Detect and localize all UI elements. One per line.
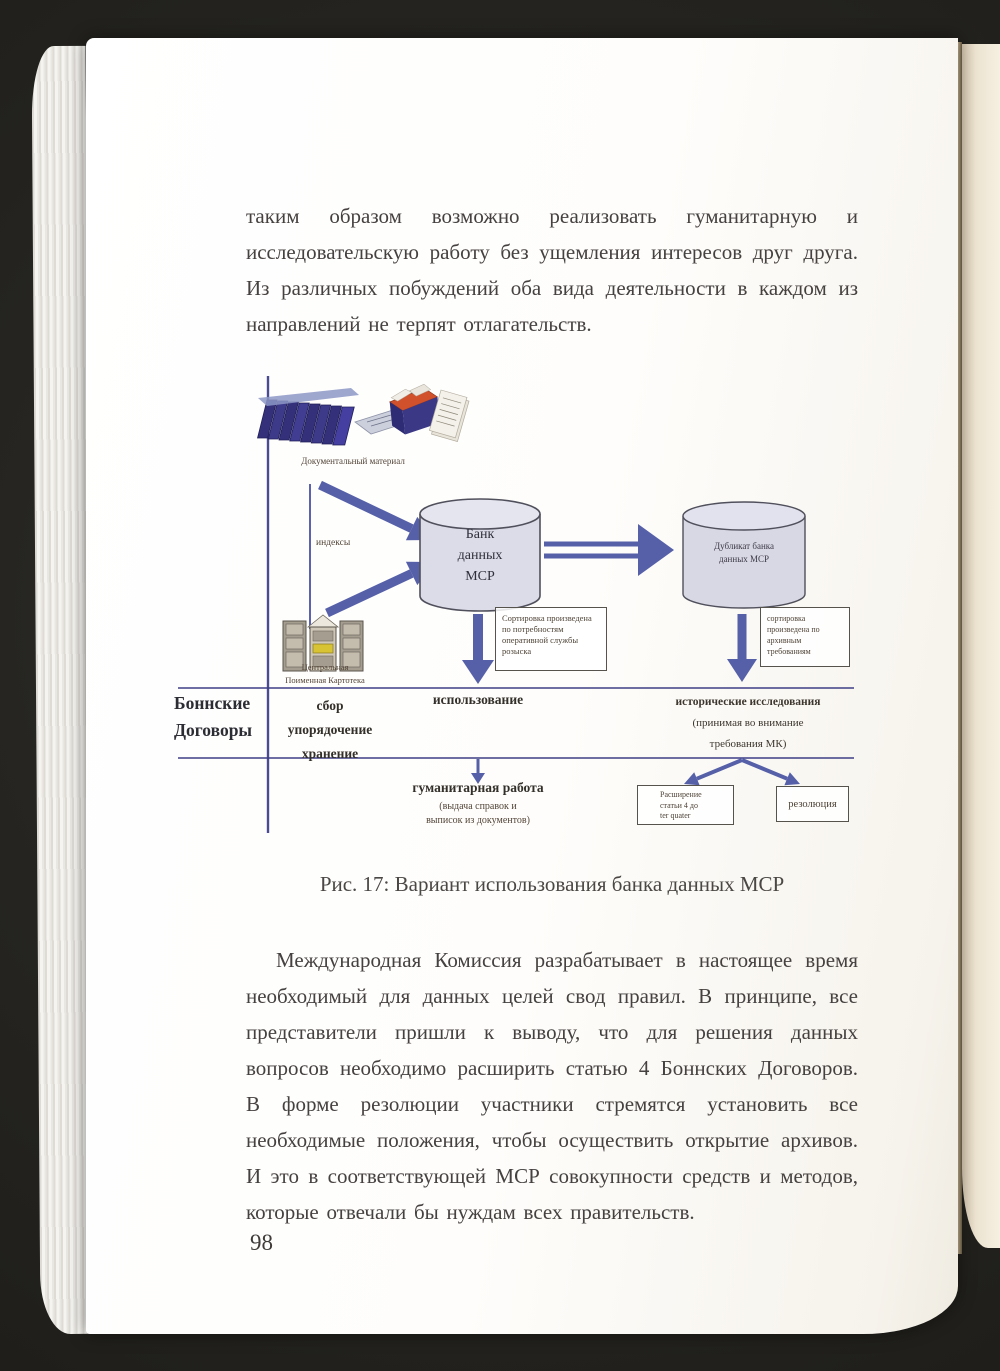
label-line: требованиям <box>767 647 811 656</box>
label-line: данных <box>457 548 503 563</box>
duplicate-bank-label <box>683 540 805 566</box>
label-line: произведена по <box>767 625 820 634</box>
archive-arrow <box>727 614 757 682</box>
label-line: Дубликат банка <box>714 541 774 551</box>
branch-arrows <box>684 760 800 785</box>
label-line: Договоры <box>174 720 253 740</box>
usage-arrow <box>462 614 494 684</box>
archival-sorting-note-box <box>760 607 850 667</box>
label-line: данных МСР <box>718 554 769 564</box>
label-line: Центральная <box>301 662 349 672</box>
page-number: 98 <box>250 1230 273 1255</box>
paragraph-bottom: Международная Комиссия разрабатывает в настоящее время необходимый для данных целей свод правил. В принципе, все представители пришли к выводу, что для решения данных вопросов необходимо расширить статью 4 Боннских Договоров. В форме резолюции участники стремятся установить все необходимые положения, чтобы осуществить открытие архивов. И это в соответствующей МСР совокупности средств и методов, которые отвечали бы нуждам всех правительств. <box>246 948 858 1224</box>
label-line: Сортировка произведена <box>502 613 592 623</box>
label-line: оперативной службы <box>502 635 579 645</box>
label-line: сортировка <box>767 614 806 623</box>
data-bank-label <box>420 524 540 587</box>
humanitarian-work-subtitle <box>410 800 546 828</box>
books-illustration <box>256 383 470 445</box>
label-line: хранение <box>301 746 359 761</box>
facing-page-edge <box>962 44 1000 1248</box>
bonn-agreements-label <box>174 690 270 744</box>
label-line: сбор <box>316 698 344 713</box>
operational-sorting-note-box <box>495 607 607 671</box>
label-line: архивным <box>767 636 802 645</box>
documentary-material-label: Документальный материал <box>301 456 405 466</box>
figure-caption: Рис. 17: Вариант использования банка данных МСР <box>319 872 785 896</box>
humanitarian-work-label: гуманитарная работа <box>412 780 544 795</box>
label-line: требования МК) <box>709 738 787 750</box>
indexes-label: индексы <box>316 538 351 548</box>
usage-label: использование <box>432 692 524 707</box>
label-line: (принимая во внимание <box>692 717 804 729</box>
label-line: Расширение <box>660 790 702 799</box>
resolution-box: резолюция <box>776 786 849 822</box>
label-line: исторические исследования <box>675 696 821 708</box>
collection-ordering-storage-label <box>275 694 385 766</box>
article-extension-box <box>637 785 734 825</box>
label-line: ter quater <box>660 811 691 820</box>
label-line: Боннские <box>174 693 251 713</box>
label-line: Поименная Картотека <box>285 675 365 685</box>
central-card-index-label <box>265 661 385 687</box>
paragraph-top: таким образом возможно реализовать гуманитарную и исследовательскую работу без ущемления интересов друг друга. Из различных побуждений оба вида деятельности в каждом из направлений не терпят отлагательств. <box>246 204 858 336</box>
label-line: (выдача справок и <box>439 801 517 812</box>
transfer-arrow <box>544 524 674 576</box>
label-line: МСР <box>465 569 495 584</box>
historical-research-label <box>675 692 821 755</box>
label-line: выписок из документов) <box>426 815 530 826</box>
label-line: по потребностям <box>502 624 564 634</box>
label-line: упорядочение <box>287 722 373 737</box>
label-line: розыска <box>502 646 532 656</box>
label-line: Банк <box>465 527 495 542</box>
label-line: статьи 4 до <box>660 800 698 810</box>
figure-17 <box>170 372 870 850</box>
